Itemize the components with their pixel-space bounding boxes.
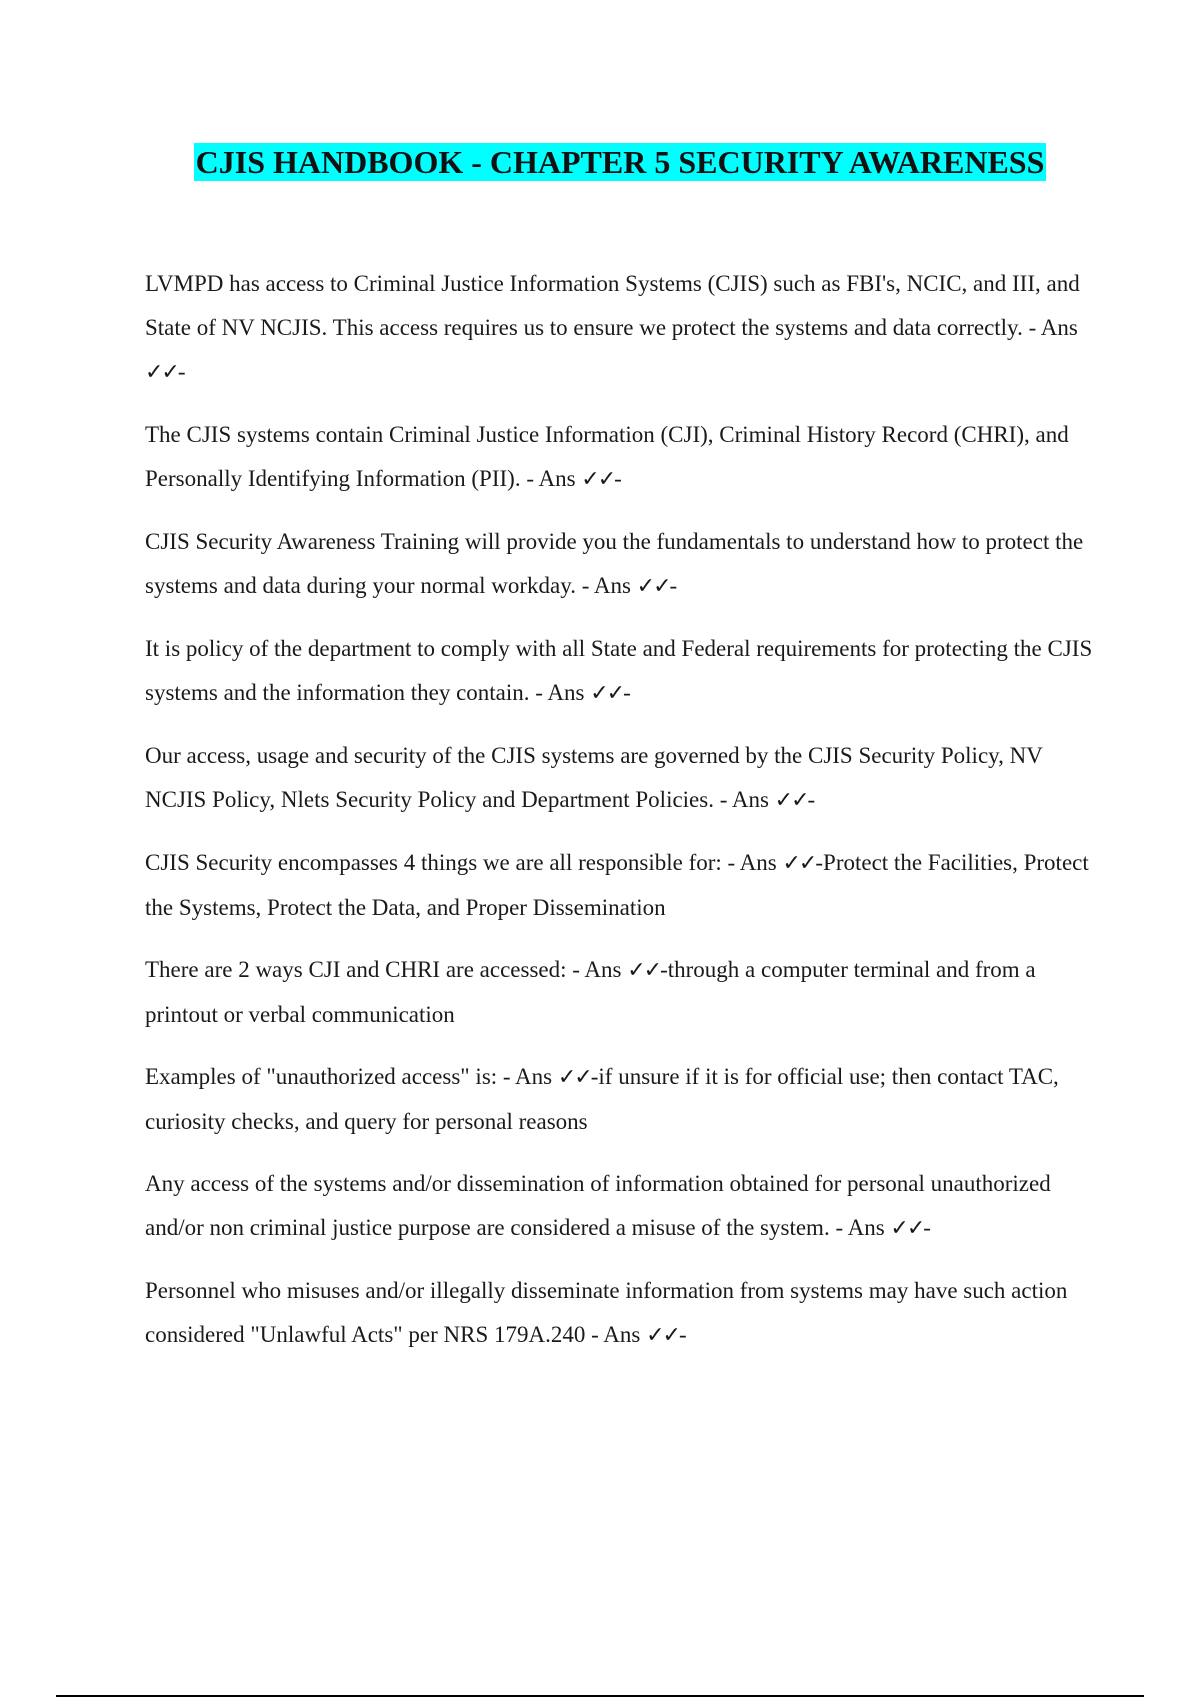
qa-item xyxy=(145,841,1095,930)
qa-item xyxy=(145,262,1095,395)
answer-text: - xyxy=(614,466,622,491)
qa-item xyxy=(145,948,1095,1037)
qa-item xyxy=(145,413,1095,502)
question-text: Examples of "unauthorized access" is: - Ans xyxy=(145,1064,558,1089)
answer-text: -if unsure if it is for official use; then contact TAC, curiosity checks, and query for personal reasons xyxy=(145,1064,1059,1134)
question-text: Our access, usage and security of the CJIS systems are governed by the CJIS Security Policy, NV NCJIS Policy, Nlets Security Policy and Department Policies. - Ans xyxy=(145,743,1043,812)
document-title: CJIS HANDBOOK - CHAPTER 5 SECURITY AWARENESS xyxy=(195,144,1045,180)
check-icon: ✓✓ xyxy=(646,1323,679,1348)
question-text: CJIS Security encompasses 4 things we are all responsible for: - Ans xyxy=(145,850,783,875)
answer-text: - xyxy=(678,1322,687,1347)
qa-item xyxy=(145,627,1095,716)
answer-text: - xyxy=(807,787,816,812)
answer-text: - xyxy=(623,680,631,705)
check-icon: ✓✓ xyxy=(581,467,615,492)
answer-text: - xyxy=(923,1215,931,1240)
answer-text: -Protect the Facilities, Protect the Systems, Protect the Data, and Proper Dissemination xyxy=(145,850,1089,920)
qa-item xyxy=(145,520,1095,609)
question-text: It is policy of the department to comply with all State and Federal requirements for protecting the CJIS systems and the information they contain. - Ans xyxy=(145,636,1093,705)
qa-item xyxy=(145,1055,1095,1144)
check-icon: ✓✓ xyxy=(774,788,808,813)
question-text: The CJIS systems contain Criminal Justice Information (CJI), Criminal History Record (CHRI), and Personally Identifying Information (PII). - Ans xyxy=(145,422,1069,491)
question-text: Any access of the systems and/or dissemination of information obtained for personal unauthorized and/or non criminal justice purpose are considered a misuse of the system. - Ans xyxy=(145,1171,1051,1240)
question-text: There are 2 ways CJI and CHRI are accessed: - Ans xyxy=(145,957,628,982)
qa-item xyxy=(145,1162,1095,1251)
check-icon: ✓✓ xyxy=(557,1065,591,1090)
check-icon: ✓✓ xyxy=(145,360,178,385)
check-icon: ✓✓ xyxy=(627,958,661,983)
question-text: CJIS Security Awareness Training will provide you the fundamentals to understand how to protect the systems and data during your normal workday. - Ans xyxy=(145,529,1084,598)
qa-item xyxy=(145,734,1095,823)
check-icon: ✓✓ xyxy=(890,1216,924,1241)
check-icon: ✓✓ xyxy=(636,574,670,599)
question-text: LVMPD has access to Criminal Justice Information Systems (CJIS) such as FBI's, NCIC, and III, and State of NV NCJIS. This access requires us to ensure we protect the systems and data correctly. - Ans xyxy=(145,271,1080,340)
document-body xyxy=(145,262,1095,1376)
answer-text: - xyxy=(669,573,678,598)
answer-text: - xyxy=(177,359,186,384)
question-text: Personnel who misuses and/or illegally disseminate information from systems may have such action considered "Unlawful Acts" per NRS 179A.240 - Ans xyxy=(145,1278,1068,1347)
qa-item xyxy=(145,1269,1095,1358)
check-icon: ✓✓ xyxy=(590,681,624,706)
answer-text: -through a computer terminal and from a printout or verbal communication xyxy=(145,957,1036,1027)
check-icon: ✓✓ xyxy=(782,851,816,876)
footer-rule xyxy=(56,1695,1144,1697)
title-wrap xyxy=(0,143,1200,181)
